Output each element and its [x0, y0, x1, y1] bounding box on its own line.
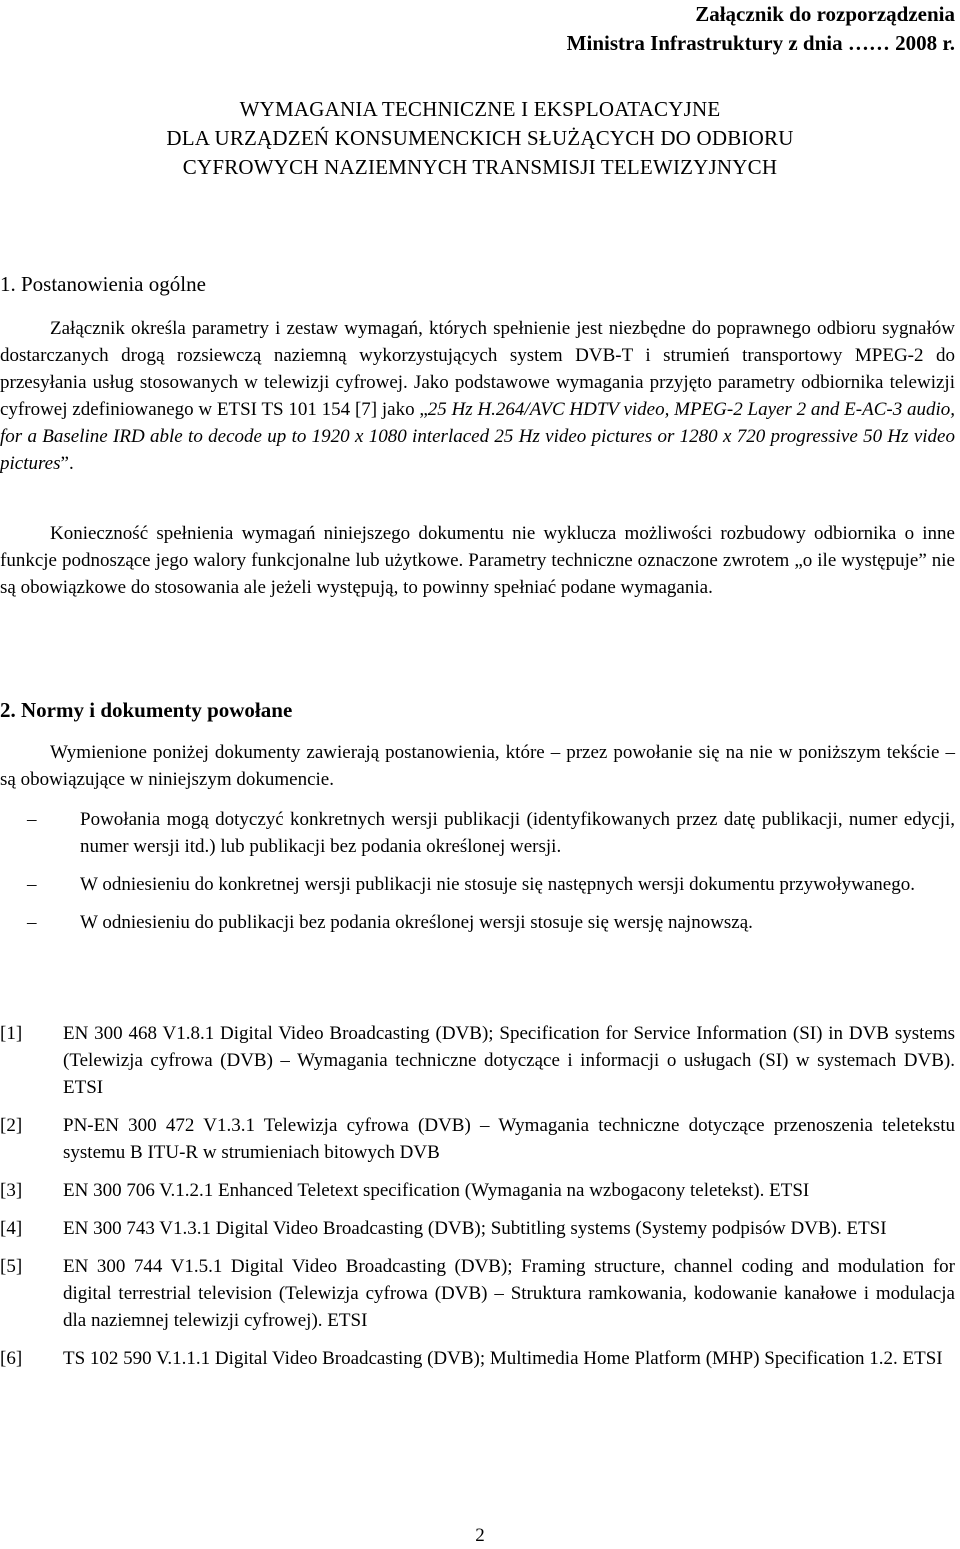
reference-text: EN 300 706 V.1.2.1 Enhanced Teletext specification (Wymagania na wzbogacony teletekst). ETSI [63, 1180, 810, 1201]
list-item [0, 871, 955, 898]
paragraph-italic-text: 25 Hz H.264/AVC HDTV video, MPEG-2 Layer 2 and E-AC-3 audio, for a Baseline IRD able to decode up to 1920 x 1080 interlaced 25 Hz video pictures or 1280 x 720 progressive 50 Hz video pictures [0, 399, 955, 474]
reference-item [0, 1177, 955, 1204]
bullet-text: W odniesieniu do konkretnej wersji publikacji nie stosuje się następnych wersji dokumentu przywoływanego. [80, 874, 915, 895]
paragraph-text: Załącznik określa parametry i zestaw wymagań, których spełnienie jest niezbędne do poprawnego odbioru sygnałów dostarczanych drogą rozsiewczą naziemną wykorzystujących system DVB-T i strumień transportowy MPEG-2 do przesyłania usług stosowanych w telewizji cyfrowej. Jako podstawowe wymagania przyjęto parametry odbiornika telewizji cyfrowej zdefiniowanego w ETSI TS 101 154 [7] jako „ [0, 318, 955, 420]
reference-number: [1] [0, 1023, 23, 1044]
section-2-heading: 2. Normy i dokumenty powołane [0, 698, 293, 722]
header-line-annex: Załącznik do rozporządzenia [695, 2, 955, 26]
reference-text: TS 102 590 V.1.1.1 Digital Video Broadcasting (DVB); Multimedia Home Platform (MHP) Specification 1.2. ETSI [63, 1348, 943, 1369]
dash-bullet: – [27, 912, 37, 933]
reference-text: EN 300 743 V1.3.1 Digital Video Broadcasting (DVB); Subtitling systems (Systemy podpisów DVB). ETSI [63, 1218, 887, 1239]
section-1-heading: 1. Postanowienia ogólne [0, 272, 206, 296]
bullet-text: Powołania mogą dotyczyć konkretnych wersji publikacji (identyfikowanych przez datę publikacji, numer edycji, numer wersji itd.) lub publikacji bez podania określonej wersji. [80, 809, 955, 857]
bullet-list [0, 806, 955, 947]
section-1-paragraph-2: Konieczność spełnienia wymagań niniejszego dokumentu nie wyklucza możliwości rozbudowy odbiornika o inne funkcje podnoszące jego walory funkcjonalne lub użytkowe. Parametry techniczne oznaczone zwrotem „o ile występuje” nie są obowiązkowe do stosowania ale jeżeli występują, to powinny spełniać podane wymagania. [0, 523, 955, 598]
paragraph-end: ”. [60, 453, 74, 474]
section-1-paragraph-1 [0, 315, 955, 477]
reference-text: EN 300 468 V1.8.1 Digital Video Broadcasting (DVB); Specification for Service Information (SI) in DVB systems (Telewizja cyfrowa (DVB) – Wymagania techniczne dotyczące i informacji o usługach (SI) w systemach DVB). ETSI [63, 1023, 955, 1098]
section-2-intro: Wymienione poniżej dokumenty zawierają postanowienia, które – przez powołanie się na nie w poniższym tekście – są obowiązujące w niniejszym dokumencie. [0, 742, 955, 790]
title-line-2: DLA URZĄDZEŃ KONSUMENCKICH SŁUŻĄCYCH DO ODBIORU [166, 126, 794, 150]
list-item [0, 909, 955, 936]
reference-item [0, 1253, 955, 1334]
reference-number: [6] [0, 1348, 23, 1369]
dash-bullet: – [27, 809, 37, 830]
reference-item [0, 1215, 955, 1242]
page-number: 2 [475, 1525, 485, 1546]
reference-item [0, 1345, 955, 1372]
reference-number: [4] [0, 1218, 23, 1239]
reference-number: [2] [0, 1115, 23, 1136]
reference-number: [3] [0, 1180, 23, 1201]
reference-text: EN 300 744 V1.5.1 Digital Video Broadcasting (DVB); Framing structure, channel coding and modulation for digital terrestrial television (Telewizja cyfrowa (DVB) – Struktura ramkowania, kodowanie kanałowe i modulacja dla naziemnej telewizji cyfrowej). ETSI [63, 1256, 955, 1331]
reference-item [0, 1020, 955, 1101]
title-line-1: WYMAGANIA TECHNICZNE I EKSPLOATACYJNE [239, 97, 721, 121]
reference-item [0, 1112, 955, 1166]
bullet-text: W odniesieniu do publikacji bez podania określonej wersji stosuje się wersję najnowszą. [80, 912, 753, 933]
header-line-ministry: Ministra Infrastruktury z dnia …… 2008 r. [566, 31, 955, 55]
title-line-3: CYFROWYCH NAZIEMNYCH TRANSMISJI TELEWIZYJNYCH [182, 155, 778, 179]
dash-bullet: – [27, 874, 37, 895]
reference-number: [5] [0, 1256, 23, 1277]
document-title [0, 95, 960, 182]
list-item [0, 806, 955, 860]
document-header [567, 0, 955, 58]
reference-list [0, 1020, 955, 1383]
reference-text: PN-EN 300 472 V1.3.1 Telewizja cyfrowa (DVB) – Wymagania techniczne dotyczące przenoszenia teletekstu systemu B ITU-R w strumieniach bitowych DVB [63, 1115, 955, 1163]
